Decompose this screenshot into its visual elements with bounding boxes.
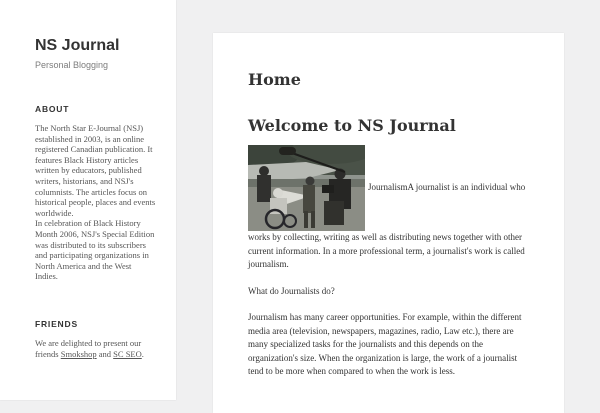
about-paragraph-1: The North Star E-Journal (NSJ) established in 2003, is an online registered Canadian publication. It features Black History articles written by educators, published writers, historians, and NSJ's columnists. The articles focus on historical people, places and events worldwide. bbox=[35, 123, 156, 218]
friends-text-before: We are delighted to present our friends bbox=[35, 337, 142, 359]
journalism-lead-text: Journalism bbox=[368, 182, 408, 193]
about-widget-text bbox=[35, 123, 156, 282]
journalism-paragraph bbox=[248, 145, 529, 272]
content-card bbox=[213, 33, 564, 413]
journalists-photo-graphic bbox=[248, 145, 365, 231]
friends-text-after: . bbox=[141, 348, 144, 359]
question-paragraph: What do Journalists do? bbox=[248, 285, 335, 296]
site-tagline: Personal Blogging bbox=[35, 60, 109, 70]
friends-widget bbox=[35, 319, 156, 359]
smokshop-link[interactable]: Smokshop bbox=[60, 348, 97, 359]
sidebar bbox=[0, 0, 176, 400]
journalists-photo bbox=[248, 145, 365, 231]
friends-widget-text bbox=[35, 338, 156, 359]
page-title: Home bbox=[248, 70, 301, 89]
friends-widget-title: FRIENDS bbox=[35, 318, 78, 329]
friends-text-mid: and bbox=[96, 348, 114, 359]
about-widget-title: ABOUT bbox=[35, 104, 70, 114]
journalism-rest-text: A journalist is an individual who works by collecting, writing as well as distributing news together with other current information. In a more professional term, a journalist's work is called journalism. bbox=[248, 182, 526, 269]
about-widget bbox=[35, 104, 156, 282]
site-title[interactable]: NS Journal bbox=[35, 37, 120, 54]
about-paragraph-2: In celebration of Black History Month 2006, NSJ's Special Edition was distributed to its subscribers and participating organizations in North America and the West Indies. bbox=[35, 218, 155, 282]
post-body bbox=[248, 145, 529, 379]
post-title: Welcome to NS Journal bbox=[248, 116, 456, 135]
sc-seo-link[interactable]: SC SEO bbox=[113, 348, 142, 359]
careers-paragraph: Journalism has many career opportunities. For example, within the different media area (television, newspapers, magazines, radio, Law etc.), there are many specialized tasks for the journalists and this depends on the organization's size. When the organization is large, the work of a journalist tend to be more when compared to when the work is less. bbox=[248, 312, 522, 376]
